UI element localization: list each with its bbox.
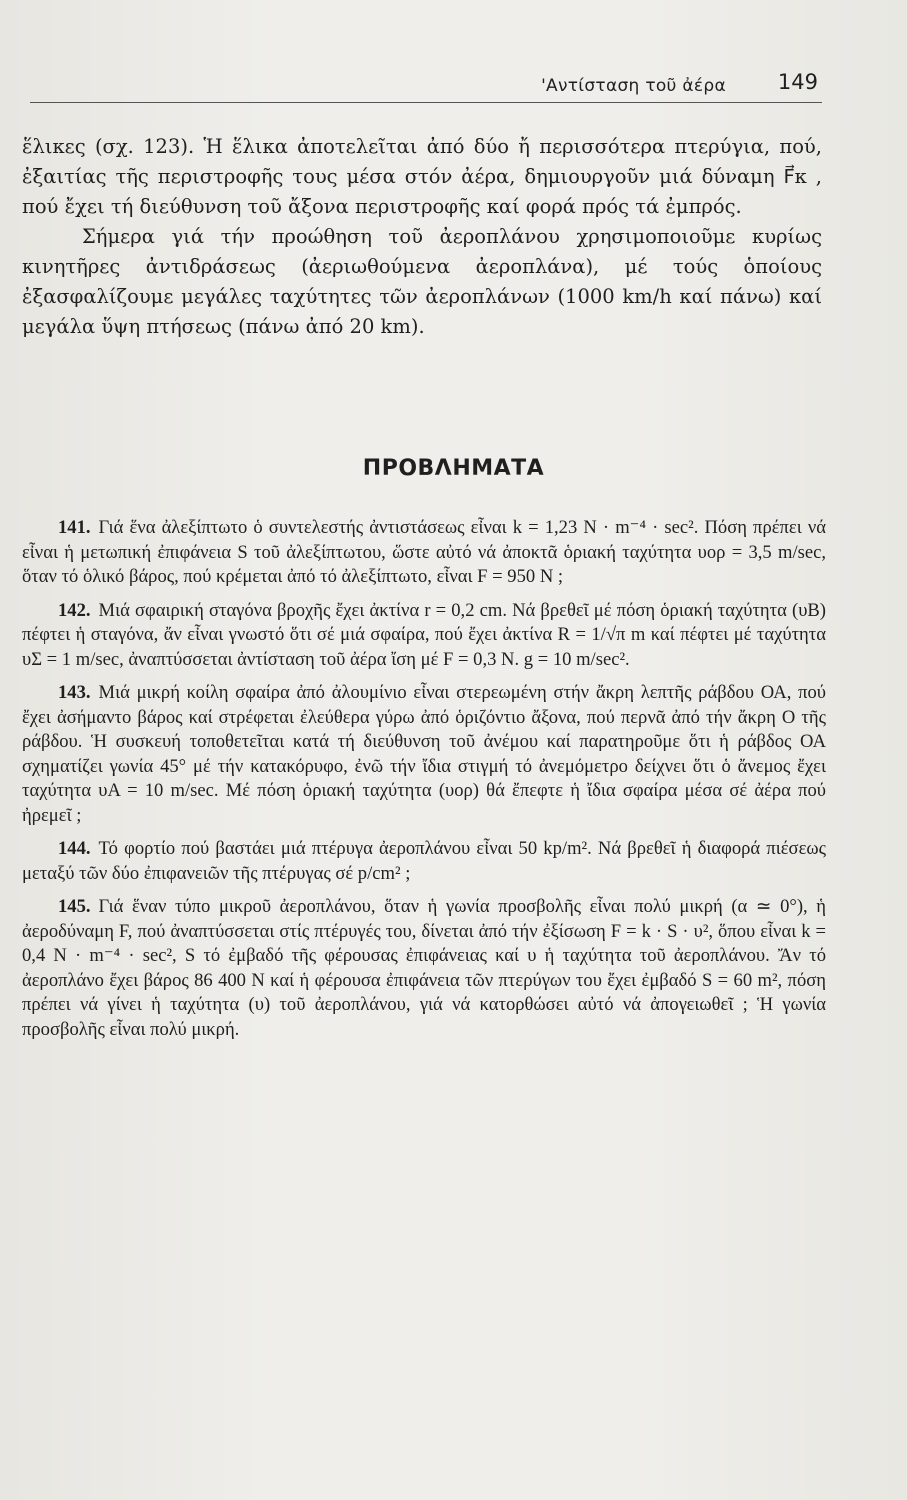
problem-143 <box>22 681 826 828</box>
problem-text: Γιά ἕνα ἀλεξίπτωτο ὁ συντελεστής ἀντιστάσεως εἶναι k = 1,23 N · m⁻⁴ · sec². Πόση πρέπει νά εἶναι ἡ μετωπική ἐπιφάνεια S τοῦ ἀλεξίπτωτου, ὥστε αὐτό νά ἀποκτᾶ ὁριακή ταχύτητα υορ = 3,5 m/sec, ὅταν τό ὁλικό βάρος, πού κρέμεται ἀπό τό ἀλεξίπτωτο, εἶναι F = 950 N ; <box>22 517 826 587</box>
page-number: 149 <box>777 70 818 94</box>
problem-number: 143. <box>58 682 91 703</box>
page-header <box>110 66 818 106</box>
body-text <box>22 132 822 342</box>
problem-145 <box>22 895 826 1042</box>
problem-142 <box>22 599 826 673</box>
running-head: 'Αντίσταση τοῦ ἀέρα <box>541 76 726 96</box>
problem-number: 145. <box>58 896 91 917</box>
header-rule <box>30 102 822 103</box>
problem-number: 141. <box>58 517 91 538</box>
problem-number: 142. <box>58 599 91 621</box>
paragraph-1: ἕλικες (σχ. 123). Ἡ ἕλικα ἀποτελεῖται ἀπό δύο ἤ περισσότερα πτερύγια, πού, ἐξαιτίας τῆς περιστροφῆς τους μέσα στόν ἀέρα, δημιουργοῦν μιά δύναμη F⃗κ , πού ἔχει τή διεύθυνση τοῦ ἄξονα περιστροφῆς καί φορά πρός τά ἐμπρός. <box>22 135 822 218</box>
problems-heading: ΠΡΟΒΛΗΜΑΤΑ <box>362 456 545 481</box>
problem-text: Τό φορτίο πού βαστάει μιά πτέρυγα ἀεροπλάνου εἶναι 50 kp/m². Νά βρεθεῖ ἡ διαφορά πιέσεως μεταξύ τῶν δύο ἐπιφανειῶν τῆς πτέρυγας σέ p/cm² ; <box>22 838 826 884</box>
problem-141 <box>22 516 826 590</box>
problem-number: 144. <box>58 838 91 859</box>
problem-text: Μιά σφαιρική σταγόνα βροχῆς ἔχει ἀκτίνα r = 0,2 cm. Νά βρεθεῖ μέ πόση ὁριακή ταχύτητα (υΒ) πέφτει ἡ σταγόνα, ἄν εἶναι γνωστό ὅτι σέ μιά σφαίρα, πού ἔχει ἀκτίνα R = 1/√π m καί πέφτει μέ ταχύτητα υΣ = 1 m/sec, ἀναπτύσσεται ἀντίσταση τοῦ ἀέρα ἴση μέ F = 0,3 N. g = 10 m/sec². <box>22 599 826 670</box>
problem-text: Μιά μικρή κοίλη σφαίρα ἀπό ἀλουμίνιο εἶναι στερεωμένη στήν ἄκρη λεπτῆς ράβδου ΟΑ, πού ἔχει ἀσήμαντο βάρος καί στρέφεται ἐλεύθερα γύρω ἀπό ὁριζόντιο ἄξονα, πού περνᾶ ἀπό τήν ἄκρη Ο τῆς ράβδου. Ἡ συσκευή τοποθετεῖται κατά τή διεύθυνση τοῦ ἀνέμου καί παρατηροῦμε ὅτι ἡ ράβδος ΟΑ σχηματίζει γωνία 45° μέ τήν κατακόρυφο, ἐνῶ τήν ἴδια στιγμή τό ἀνεμόμετρο δείχνει ὅτι ὁ ἄνεμος ἔχει ταχύτητα υΑ = 10 m/sec. Μέ πόση ὁριακή ταχύτητα (υορ) θά ἔπεφτε ἡ ἴδια σφαίρα μέσα σέ ἀέρα πού ἠρεμεῖ ; <box>22 682 826 826</box>
problems-list <box>22 516 826 1051</box>
problem-text: Γιά ἕναν τύπο μικροῦ ἀεροπλάνου, ὅταν ἡ γωνία προσβολῆς εἶναι πολύ μικρή (α ≃ 0°), ἡ ἀεροδύναμη F, πού ἀναπτύσσεται στίς πτέρυγές του, δίνεται ἀπό τήν ἐξίσωση F = k · S · υ², ὅπου εἶναι k = 0,4 N · m⁻⁴ · sec², S τό ἐμβαδό τῆς φέρουσας ἐπιφάνειας καί υ ἡ ταχύτητα τοῦ ἀεροπλάνου. Ἄν τό ἀεροπλάνο ἔχει βάρος 86 400 N καί ἡ φέρουσα ἐπιφάνεια τῶν πτερύγων του ἔχει ἐμβαδό S = 60 m², πόση πρέπει νά γίνει ἡ ταχύτητα (υ) τοῦ ἀεροπλάνου, γιά νά κατορθώσει αὐτό νά ἀπογειωθεῖ ; Ἡ γωνία προσβολῆς εἶναι πολύ μικρή. <box>22 896 826 1040</box>
problem-144 <box>22 837 826 886</box>
paragraph-2: Σήμερα γιά τήν προώθηση τοῦ ἀεροπλάνου χρησιμοποιοῦμε κυρίως κινητῆρες ἀντιδράσεως (ἀεριωθούμενα ἀεροπλάνα), μέ τούς ὁποίους ἐξασφαλίζουμε μεγάλες ταχύτητες τῶν ἀεροπλάνων (1000 km/h καί πάνω) καί μεγάλα ὕψη πτήσεως (πάνω ἀπό 20 km). <box>22 225 822 338</box>
